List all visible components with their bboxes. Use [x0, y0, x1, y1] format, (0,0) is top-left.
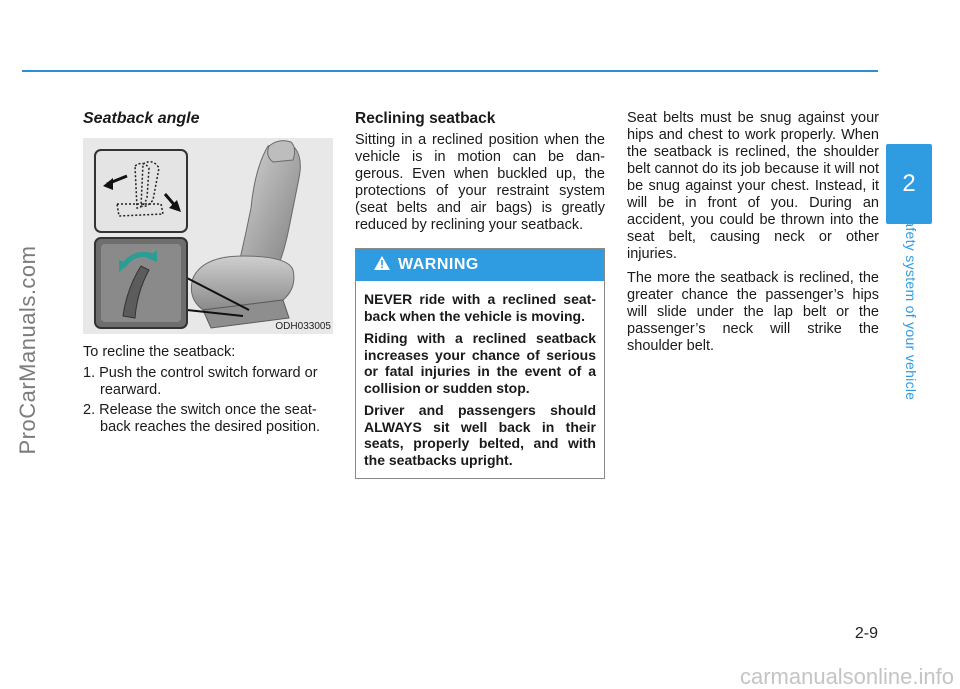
recline-intro: To recline the seatback:	[83, 344, 236, 360]
column-reclining-seatback	[355, 110, 605, 479]
figure-code: ODH033005	[275, 321, 331, 332]
warning-box	[355, 248, 605, 479]
chapter-number-tab: 2	[886, 144, 932, 224]
seat-belt-paragraph: Seat belts must be snug against your hips and chest to work properly. When the seatback is reclined, the shoulder belt cannot do its job because it will not be snug against your chest. Instead, it will be in front of you. During an accident, you could be thrown into the seat belt, causing neck or other injuries.	[627, 110, 879, 262]
recline-steps	[83, 365, 335, 436]
warning-header	[356, 249, 604, 281]
section-heading-reclining-seatback: Reclining seatback	[355, 110, 496, 127]
reclining-body: Sitting in a reclined position when the vehicle is in motion can be dan-gerous. Even when buckled up, the protections of your restraint system (seat belts and air bags) is greatly reduced by reclining your seatback.	[355, 132, 605, 233]
warning-triangle-icon	[374, 256, 390, 275]
chapter-title: Safety system of your vehicle	[903, 209, 919, 401]
seat-recline-figure	[83, 138, 333, 334]
section-heading-seatback-angle: Seatback angle	[83, 110, 200, 127]
top-rule	[22, 70, 878, 72]
warning-paragraph: NEVER ride with a reclined seat-back when the vehicle is moving.	[364, 291, 596, 324]
warning-paragraph: Driver and passengers should ALWAYS sit well back in their seats, properly belted, and with the seatbacks upright.	[364, 402, 596, 468]
step-item: 1. Push the control switch forward or rearward.	[83, 365, 318, 398]
bottom-watermark: carmanualsonline.info	[739, 664, 954, 689]
step-item: 2. Release the switch once the seat-back reaches the desired position.	[83, 402, 321, 435]
seat-belt-paragraph: The more the seatback is reclined, the greater chance the passenger’s hips will slide under the lap belt or the passenger’s neck will strike the shoulder belt.	[627, 270, 879, 354]
page-number: 2-9	[854, 625, 878, 642]
column-seat-belt-info	[627, 110, 879, 355]
seat-illustration	[83, 138, 333, 334]
side-watermark: ProCarManuals.com	[15, 245, 40, 455]
column-seatback-angle	[83, 110, 335, 439]
warning-body	[356, 281, 604, 478]
warning-label: WARNING	[398, 256, 479, 273]
warning-paragraph: Riding with a reclined seatback increases your chance of serious or fatal injuries in the event of a collision or sudden stop.	[364, 330, 596, 396]
